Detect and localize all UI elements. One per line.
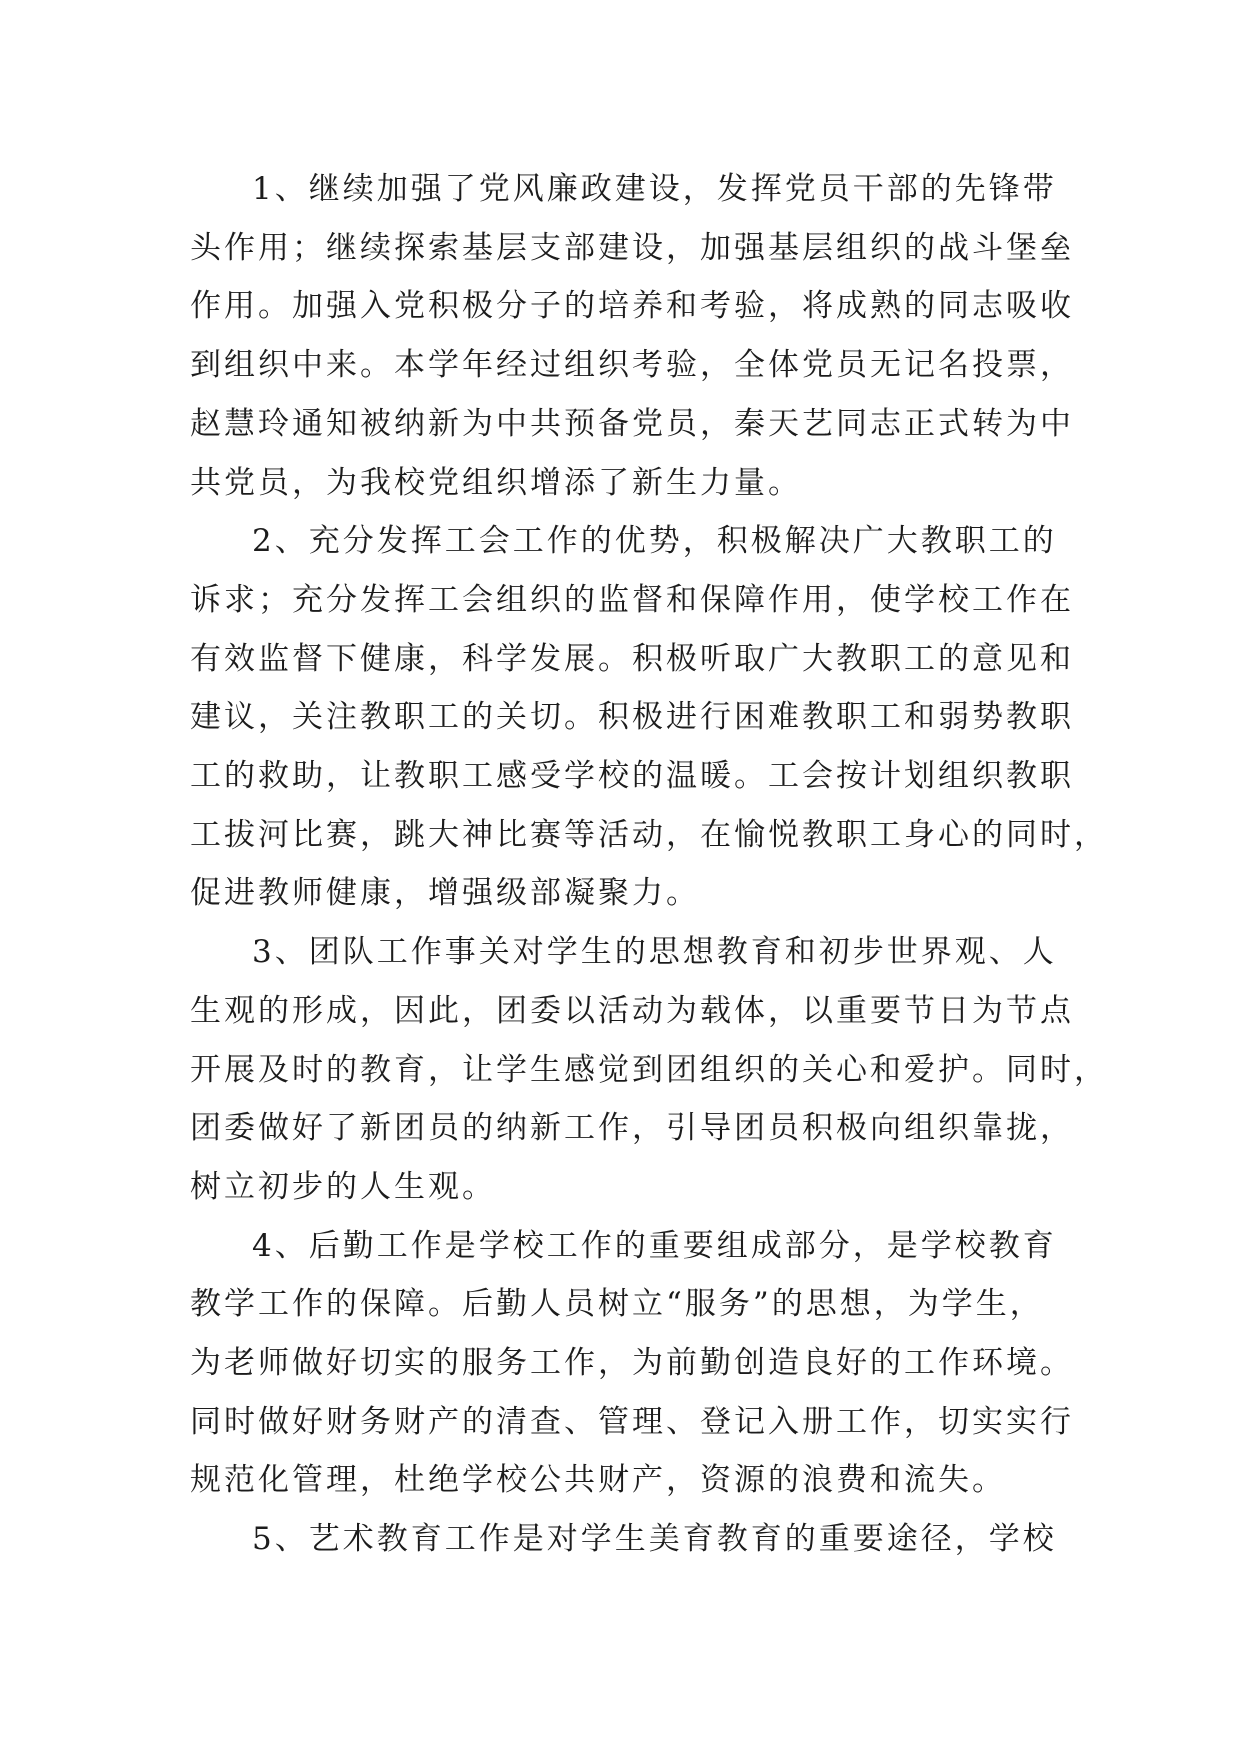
paragraph-line: 教学工作的保障。后勤人员树立“服务”的思想，为学生， <box>190 1286 1044 1323</box>
paragraph-line: 作用。加强入党积极分子的培养和考验，将成熟的同志吸收 <box>190 288 1074 325</box>
paragraph-4 <box>190 1217 1074 1511</box>
paragraph-line: 赵慧玲通知被纳新为中共预备党员，秦天艺同志正式转为中 <box>190 405 1074 442</box>
paragraph-line: 到组织中来。本学年经过组织考验，全体党员无记名投票， <box>190 347 1074 384</box>
paragraph-line: 5、艺术教育工作是对学生美育教育的重要途径，学校 <box>252 1521 1057 1558</box>
paragraph-line: 1、继续加强了党风廉政建设，发挥党员干部的先锋带 <box>252 171 1057 207</box>
paragraph-1 <box>190 160 1074 512</box>
paragraph-line: 促进教师健康，增强级部凝聚力。 <box>190 875 700 912</box>
paragraph-line: 有效监督下健康，科学发展。积极听取广大教职工的意见和 <box>190 640 1074 677</box>
paragraph-line: 团委做好了新团员的纳新工作，引导团员积极向组织靠拢， <box>190 1110 1074 1147</box>
paragraph-line: 头作用；继续探索基层支部建设，加强基层组织的战斗堡垒 <box>190 229 1074 266</box>
document-body <box>190 160 1108 1569</box>
paragraph-line: 同时做好财务财产的清查、管理、登记入册工作，切实实行 <box>190 1403 1074 1440</box>
paragraph-line: 工的救助，让教职工感受学校的温暖。工会按计划组织教职 <box>190 758 1074 795</box>
paragraph-3 <box>190 923 1108 1217</box>
paragraph-5 <box>190 1510 1058 1569</box>
paragraph-line: 建议，关注教职工的关切。积极进行困难教职工和弱势教职 <box>190 699 1074 736</box>
paragraph-line: 诉求；充分发挥工会组织的监督和保障作用，使学校工作在 <box>190 581 1074 618</box>
paragraph-line: 生观的形成，因此，团委以活动为载体，以重要节日为节点 <box>190 992 1074 1029</box>
paragraph-line: 开展及时的教育，让学生感觉到团组织的关心和爱护。同时， <box>190 1051 1108 1088</box>
paragraph-line: 树立初步的人生观。 <box>190 1168 496 1205</box>
paragraph-line: 3、团队工作事关对学生的思想教育和初步世界观、人 <box>252 934 1057 971</box>
paragraph-line: 4、后勤工作是学校工作的重要组成部分，是学校教育 <box>252 1227 1057 1264</box>
paragraph-line: 共党员，为我校党组织增添了新生力量。 <box>190 464 802 501</box>
paragraph-line: 规范化管理，杜绝学校公共财产，资源的浪费和流失。 <box>190 1462 1006 1499</box>
paragraph-line: 为老师做好切实的服务工作，为前勤创造良好的工作环境。 <box>190 1345 1074 1382</box>
paragraph-line: 2、充分发挥工会工作的优势，积极解决广大教职工的 <box>252 523 1057 560</box>
paragraph-2 <box>190 512 1108 923</box>
paragraph-line: 工拔河比赛，跳大神比赛等活动，在愉悦教职工身心的同时， <box>190 816 1108 853</box>
